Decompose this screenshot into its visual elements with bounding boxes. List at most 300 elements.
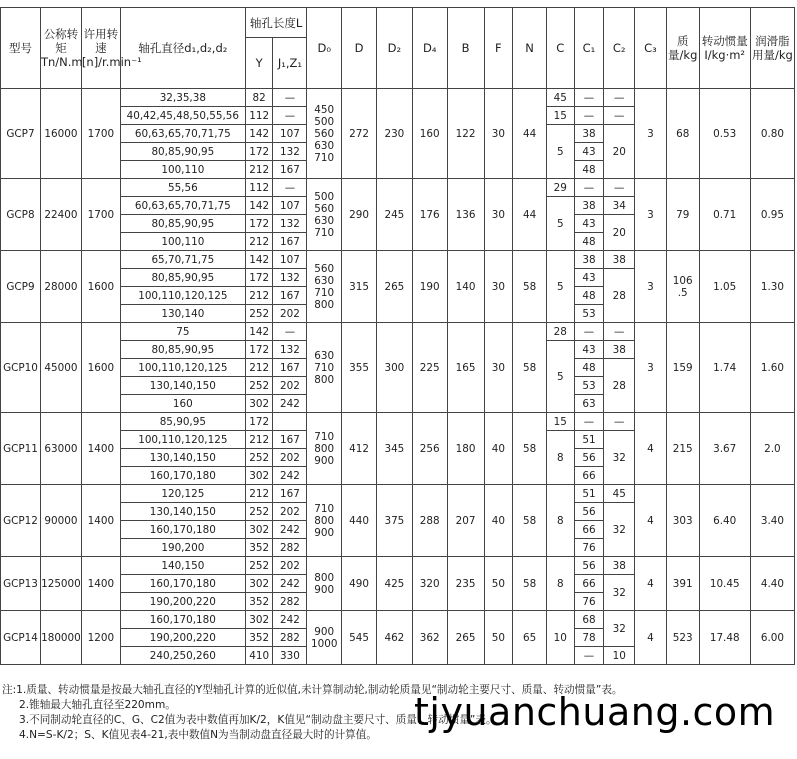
bore-diameter-cell: 80,85,90,95 <box>120 341 245 359</box>
c1-cell: 38 <box>574 251 604 269</box>
y-length-cell: 212 <box>245 233 273 251</box>
jz-length-cell: 202 <box>273 305 307 323</box>
b-cell: 207 <box>447 485 484 557</box>
bore-diameter-cell: 100,110 <box>120 161 245 179</box>
bore-diameter-cell: 120,125 <box>120 485 245 503</box>
header-c2: C₂ <box>604 8 635 89</box>
d4-cell: 160 <box>412 89 447 179</box>
spec-table <box>0 7 795 665</box>
f-cell: 40 <box>484 413 513 485</box>
bore-diameter-cell: 160 <box>120 395 245 413</box>
footnote: 3.不同制动轮直径的C、G、C2值为表中数值再加K/2，K值见“制动盘主要尺寸、质量、转动惯量”表。 <box>19 714 497 726</box>
jz-length-cell: 202 <box>273 449 307 467</box>
y-length-cell: 302 <box>245 467 273 485</box>
c-cell: 29 <box>546 179 574 197</box>
y-length-cell: 212 <box>245 287 273 305</box>
y-length-cell: 82 <box>245 89 273 107</box>
n-cell: 44 <box>513 89 547 179</box>
y-length-cell: 212 <box>245 485 273 503</box>
c2-cell: 45 <box>604 485 635 503</box>
y-length-cell: 172 <box>245 215 273 233</box>
c-cell: 8 <box>546 557 574 611</box>
bore-diameter-cell: 160,170,180 <box>120 575 245 593</box>
torque-cell: 28000 <box>40 251 81 323</box>
c1-cell: 48 <box>574 359 604 377</box>
y-length-cell: 172 <box>245 341 273 359</box>
model-name-cell: GCP7 <box>1 89 41 179</box>
grease-cell: 1.60 <box>750 323 794 413</box>
c3-cell: 4 <box>635 413 667 485</box>
y-length-cell: 112 <box>245 107 273 125</box>
d-cell: 440 <box>342 485 377 557</box>
torque-cell: 180000 <box>40 611 81 665</box>
d4-cell: 288 <box>412 485 447 557</box>
inertia-cell: 6.40 <box>699 485 750 557</box>
watermark: tjyuanchuang.com <box>414 690 776 734</box>
b-cell: 122 <box>447 89 484 179</box>
bore-diameter-cell: 130,140,150 <box>120 503 245 521</box>
header-y: Y <box>245 38 273 89</box>
bore-diameter-cell: 80,85,90,95 <box>120 215 245 233</box>
c1-cell: 53 <box>574 377 604 395</box>
c3-cell: 3 <box>635 251 667 323</box>
header-bore-diameter: 轴孔直径d₁,d₂,d₂ <box>120 8 245 89</box>
c1-cell: 43 <box>574 215 604 233</box>
jz-length-cell: 167 <box>273 161 307 179</box>
c3-cell: 4 <box>635 557 667 611</box>
table-row <box>1 557 795 575</box>
jz-length-cell: 167 <box>273 233 307 251</box>
d4-cell: 320 <box>412 557 447 611</box>
c2-cell: 34 <box>604 197 635 215</box>
y-length-cell: 252 <box>245 449 273 467</box>
bore-diameter-cell: 55,56 <box>120 179 245 197</box>
d0-cell: 500 560 630 710 <box>307 179 342 251</box>
f-cell: 30 <box>484 179 513 251</box>
footnote: 4.N=S-K/2；S、K值见表4-21,表中数值N为当制动盘直径最大时的计算值。 <box>19 729 377 741</box>
table-row <box>1 323 795 341</box>
header-d2: D₂ <box>376 8 412 89</box>
bore-diameter-cell: 130,140,150 <box>120 449 245 467</box>
c2-cell: 38 <box>604 251 635 269</box>
torque-cell: 45000 <box>40 323 81 413</box>
jz-length-cell: 282 <box>273 539 307 557</box>
c3-cell: 4 <box>635 485 667 557</box>
bore-diameter-cell: 160,170,180 <box>120 611 245 629</box>
speed-cell: 1200 <box>81 611 120 665</box>
header-inertia: 转动惯量I/kg·m² <box>699 8 750 89</box>
c2-cell: 10 <box>604 647 635 665</box>
y-length-cell: 172 <box>245 143 273 161</box>
torque-cell: 16000 <box>40 89 81 179</box>
header-jz: J₁,Z₁ <box>273 38 307 89</box>
d4-cell: 362 <box>412 611 447 665</box>
table-row <box>1 485 795 503</box>
table-row <box>1 611 795 629</box>
d2-cell: 425 <box>376 557 412 611</box>
c1-cell: — <box>574 413 604 431</box>
header-model: 型号 <box>1 8 41 89</box>
c1-cell: 38 <box>574 125 604 143</box>
y-length-cell: 410 <box>245 647 273 665</box>
header-b: B <box>447 8 484 89</box>
bore-diameter-cell: 60,63,65,70,71,75 <box>120 125 245 143</box>
model-name-cell: GCP13 <box>1 557 41 611</box>
c-cell: 8 <box>546 431 574 485</box>
y-length-cell: 172 <box>245 269 273 287</box>
d-cell: 545 <box>342 611 377 665</box>
n-cell: 58 <box>513 323 547 413</box>
c1-cell: 66 <box>574 575 604 593</box>
c1-cell: 48 <box>574 161 604 179</box>
d2-cell: 245 <box>376 179 412 251</box>
torque-cell: 90000 <box>40 485 81 557</box>
inertia-cell: 10.45 <box>699 557 750 611</box>
jz-length-cell: 107 <box>273 125 307 143</box>
d2-cell: 265 <box>376 251 412 323</box>
c1-cell: 63 <box>574 395 604 413</box>
y-length-cell: 142 <box>245 197 273 215</box>
n-cell: 58 <box>513 251 547 323</box>
c1-cell: 48 <box>574 287 604 305</box>
c2-cell: 38 <box>604 341 635 359</box>
inertia-cell: 1.05 <box>699 251 750 323</box>
c2-cell: 32 <box>604 431 635 485</box>
jz-length-cell: 202 <box>273 557 307 575</box>
c2-cell: — <box>604 89 635 107</box>
f-cell: 30 <box>484 323 513 413</box>
c1-cell: 48 <box>574 233 604 251</box>
header-c: C <box>546 8 574 89</box>
d2-cell: 462 <box>376 611 412 665</box>
d0-cell: 630 710 800 <box>307 323 342 413</box>
header-d4: D₄ <box>412 8 447 89</box>
bore-diameter-cell: 100,110 <box>120 233 245 251</box>
inertia-cell: 0.53 <box>699 89 750 179</box>
c2-cell: — <box>604 323 635 341</box>
grease-cell: 3.40 <box>750 485 794 557</box>
speed-cell: 1700 <box>81 89 120 179</box>
d0-cell: 710 800 900 <box>307 413 342 485</box>
d-cell: 355 <box>342 323 377 413</box>
c-cell: 5 <box>546 251 574 323</box>
c1-cell: 43 <box>574 143 604 161</box>
y-length-cell: 352 <box>245 593 273 611</box>
c1-cell: 38 <box>574 197 604 215</box>
d0-cell: 450 500 560 630 710 <box>307 89 342 179</box>
bore-diameter-cell: 130,140,150 <box>120 377 245 395</box>
c2-cell: 32 <box>604 503 635 557</box>
c1-cell: 56 <box>574 449 604 467</box>
bore-diameter-cell: 100,110,120,125 <box>120 359 245 377</box>
c3-cell: 4 <box>635 611 667 665</box>
n-cell: 58 <box>513 485 547 557</box>
c-cell: 28 <box>546 323 574 341</box>
y-length-cell: 302 <box>245 521 273 539</box>
jz-length-cell: 167 <box>273 287 307 305</box>
c1-cell: 66 <box>574 467 604 485</box>
c2-cell: 32 <box>604 575 635 611</box>
jz-length-cell: 107 <box>273 251 307 269</box>
d4-cell: 225 <box>412 323 447 413</box>
d4-cell: 256 <box>412 413 447 485</box>
y-length-cell: 302 <box>245 395 273 413</box>
bore-diameter-cell: 140,150 <box>120 557 245 575</box>
c1-cell: — <box>574 89 604 107</box>
c1-cell: — <box>574 179 604 197</box>
speed-cell: 1600 <box>81 323 120 413</box>
inertia-cell: 0.71 <box>699 179 750 251</box>
mass-cell: 79 <box>666 179 699 251</box>
c1-cell: — <box>574 107 604 125</box>
c-cell: 5 <box>546 341 574 413</box>
bore-diameter-cell: 65,70,71,75 <box>120 251 245 269</box>
bore-diameter-cell: 190,200,220 <box>120 629 245 647</box>
jz-length-cell: 132 <box>273 143 307 161</box>
y-length-cell: 172 <box>245 413 273 431</box>
jz-length-cell: 330 <box>273 647 307 665</box>
d0-cell: 900 1000 <box>307 611 342 665</box>
c1-cell: 76 <box>574 539 604 557</box>
d2-cell: 300 <box>376 323 412 413</box>
inertia-cell: 3.67 <box>699 413 750 485</box>
torque-cell: 22400 <box>40 179 81 251</box>
bore-diameter-cell: 100,110,120,125 <box>120 431 245 449</box>
jz-length-cell: 242 <box>273 395 307 413</box>
c2-cell: 38 <box>604 557 635 575</box>
jz-length-cell: 242 <box>273 467 307 485</box>
b-cell: 235 <box>447 557 484 611</box>
bore-diameter-cell: 75 <box>120 323 245 341</box>
grease-cell: 0.95 <box>750 179 794 251</box>
table-row <box>1 251 795 269</box>
c1-cell: 56 <box>574 503 604 521</box>
header-bore-length: 轴孔长度L <box>245 8 306 38</box>
b-cell: 265 <box>447 611 484 665</box>
mass-cell: 215 <box>666 413 699 485</box>
c1-cell: 51 <box>574 485 604 503</box>
table-row <box>1 89 795 107</box>
c2-cell: — <box>604 179 635 197</box>
c-cell: 5 <box>546 197 574 251</box>
model-name-cell: GCP12 <box>1 485 41 557</box>
mass-cell: 106 .5 <box>666 251 699 323</box>
c-cell: 5 <box>546 125 574 179</box>
bore-diameter-cell: 32,35,38 <box>120 89 245 107</box>
c1-cell: 78 <box>574 629 604 647</box>
grease-cell: 4.40 <box>750 557 794 611</box>
jz-length-cell: 132 <box>273 269 307 287</box>
y-length-cell: 112 <box>245 179 273 197</box>
speed-cell: 1700 <box>81 179 120 251</box>
bore-diameter-cell: 190,200 <box>120 539 245 557</box>
header-mass: 质量/kg <box>666 8 699 89</box>
c2-cell: 28 <box>604 269 635 323</box>
model-name-cell: GCP10 <box>1 323 41 413</box>
c-cell: 15 <box>546 413 574 431</box>
jz-length-cell: — <box>273 323 307 341</box>
d-cell: 315 <box>342 251 377 323</box>
d4-cell: 176 <box>412 179 447 251</box>
c-cell: 10 <box>546 611 574 665</box>
jz-length-cell: 167 <box>273 431 307 449</box>
header-torque: 公称转矩Tn/N.m <box>40 8 81 89</box>
jz-length-cell: 167 <box>273 485 307 503</box>
d2-cell: 230 <box>376 89 412 179</box>
n-cell: 44 <box>513 179 547 251</box>
b-cell: 165 <box>447 323 484 413</box>
jz-length-cell: 132 <box>273 215 307 233</box>
model-name-cell: GCP14 <box>1 611 41 665</box>
y-length-cell: 252 <box>245 377 273 395</box>
y-length-cell: 252 <box>245 557 273 575</box>
table-row <box>1 413 795 431</box>
bore-diameter-cell: 190,200,220 <box>120 593 245 611</box>
model-name-cell: GCP9 <box>1 251 41 323</box>
inertia-cell: 1.74 <box>699 323 750 413</box>
f-cell: 50 <box>484 611 513 665</box>
y-length-cell: 212 <box>245 161 273 179</box>
jz-length-cell: — <box>273 89 307 107</box>
c2-cell: 20 <box>604 215 635 251</box>
bore-diameter-cell: 160,170,180 <box>120 467 245 485</box>
jz-length-cell: 242 <box>273 611 307 629</box>
jz-length-cell: — <box>273 107 307 125</box>
speed-cell: 1600 <box>81 251 120 323</box>
c-cell: 15 <box>546 107 574 125</box>
grease-cell: 1.30 <box>750 251 794 323</box>
f-cell: 30 <box>484 251 513 323</box>
jz-length-cell: 282 <box>273 629 307 647</box>
d0-cell: 800 900 <box>307 557 342 611</box>
jz-length-cell: 107 <box>273 197 307 215</box>
jz-length-cell: 202 <box>273 503 307 521</box>
c2-cell: 28 <box>604 359 635 413</box>
c2-cell: — <box>604 107 635 125</box>
d0-cell: 710 800 900 <box>307 485 342 557</box>
d0-cell: 560 630 710 800 <box>307 251 342 323</box>
header-grease: 润滑脂用量/kg <box>750 8 794 89</box>
d-cell: 490 <box>342 557 377 611</box>
b-cell: 140 <box>447 251 484 323</box>
grease-cell: 0.80 <box>750 89 794 179</box>
bore-diameter-cell: 160,170,180 <box>120 521 245 539</box>
y-length-cell: 302 <box>245 611 273 629</box>
jz-length-cell: 242 <box>273 575 307 593</box>
y-length-cell: 252 <box>245 503 273 521</box>
bore-diameter-cell: 100,110,120,125 <box>120 287 245 305</box>
n-cell: 58 <box>513 557 547 611</box>
c3-cell: 3 <box>635 179 667 251</box>
header-d: D <box>342 8 377 89</box>
c2-cell: 32 <box>604 611 635 647</box>
header-f: F <box>484 8 513 89</box>
mass-cell: 159 <box>666 323 699 413</box>
c1-cell: 56 <box>574 557 604 575</box>
mass-cell: 303 <box>666 485 699 557</box>
c1-cell: 43 <box>574 269 604 287</box>
footnote: 注:1.质量、转动惯量是按最大轴孔直径的Y型轴孔计算的近似值,未计算制动轮,制动轮质量见“制动轮主要尺寸、质量、转动惯量”表。 <box>2 684 623 696</box>
c-cell: 8 <box>546 485 574 557</box>
f-cell: 40 <box>484 485 513 557</box>
model-name-cell: GCP8 <box>1 179 41 251</box>
torque-cell: 63000 <box>40 413 81 485</box>
jz-length-cell: 167 <box>273 359 307 377</box>
y-length-cell: 142 <box>245 125 273 143</box>
table-body <box>1 89 795 665</box>
y-length-cell: 142 <box>245 251 273 269</box>
c3-cell: 3 <box>635 89 667 179</box>
header-c3: C₃ <box>635 8 667 89</box>
n-cell: 65 <box>513 611 547 665</box>
table-row <box>1 179 795 197</box>
header-speed: 许用转速[n]/r.min⁻¹ <box>81 8 120 89</box>
d2-cell: 375 <box>376 485 412 557</box>
b-cell: 136 <box>447 179 484 251</box>
jz-length-cell <box>273 413 307 431</box>
jz-length-cell: — <box>273 179 307 197</box>
speed-cell: 1400 <box>81 413 120 485</box>
jz-length-cell: 282 <box>273 593 307 611</box>
c1-cell: — <box>574 323 604 341</box>
c1-cell: 51 <box>574 431 604 449</box>
grease-cell: 2.0 <box>750 413 794 485</box>
jz-length-cell: 132 <box>273 341 307 359</box>
c1-cell: 43 <box>574 341 604 359</box>
d-cell: 290 <box>342 179 377 251</box>
grease-cell: 6.00 <box>750 611 794 665</box>
c2-cell: 20 <box>604 125 635 179</box>
bore-diameter-cell: 130,140 <box>120 305 245 323</box>
inertia-cell: 17.48 <box>699 611 750 665</box>
c1-cell: 76 <box>574 593 604 611</box>
b-cell: 180 <box>447 413 484 485</box>
c3-cell: 3 <box>635 323 667 413</box>
bore-diameter-cell: 40,42,45,48,50,55,56 <box>120 107 245 125</box>
jz-length-cell: 202 <box>273 377 307 395</box>
bore-diameter-cell: 80,85,90,95 <box>120 143 245 161</box>
bore-diameter-cell: 85,90,95 <box>120 413 245 431</box>
mass-cell: 391 <box>666 557 699 611</box>
jz-length-cell: 242 <box>273 521 307 539</box>
header-n: N <box>513 8 547 89</box>
c1-cell: 66 <box>574 521 604 539</box>
y-length-cell: 212 <box>245 359 273 377</box>
n-cell: 58 <box>513 413 547 485</box>
bore-diameter-cell: 60,63,65,70,71,75 <box>120 197 245 215</box>
bore-diameter-cell: 240,250,260 <box>120 647 245 665</box>
y-length-cell: 352 <box>245 539 273 557</box>
y-length-cell: 252 <box>245 305 273 323</box>
c1-cell: 53 <box>574 305 604 323</box>
c1-cell: — <box>574 647 604 665</box>
header-d0: D₀ <box>307 8 342 89</box>
f-cell: 50 <box>484 557 513 611</box>
c1-cell: 68 <box>574 611 604 629</box>
c2-cell: — <box>604 413 635 431</box>
d4-cell: 190 <box>412 251 447 323</box>
d2-cell: 345 <box>376 413 412 485</box>
footnote: 2.锥轴最大轴孔直径至220mm。 <box>19 699 176 711</box>
model-name-cell: GCP11 <box>1 413 41 485</box>
header-c1: C₁ <box>574 8 604 89</box>
d-cell: 272 <box>342 89 377 179</box>
c-cell: 45 <box>546 89 574 107</box>
f-cell: 30 <box>484 89 513 179</box>
y-length-cell: 302 <box>245 575 273 593</box>
speed-cell: 1400 <box>81 485 120 557</box>
y-length-cell: 142 <box>245 323 273 341</box>
